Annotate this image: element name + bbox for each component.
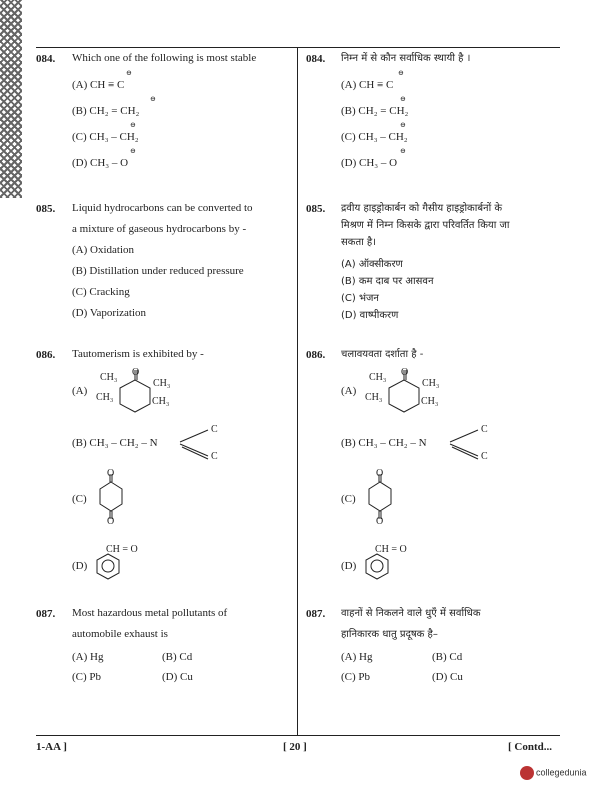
q084-option-c-hi: (C) CH₃ – CH₂ bbox=[341, 131, 408, 143]
q086-option-d-hi: (D) bbox=[341, 560, 357, 572]
q087-number: 087. bbox=[36, 608, 56, 620]
charge-mark: ⊖ bbox=[126, 69, 132, 77]
ring-ch3-label: CH₃ bbox=[153, 378, 171, 389]
q084-number-hi: 084. bbox=[306, 53, 326, 65]
column-divider bbox=[297, 47, 298, 735]
logo-text: collegedunia bbox=[536, 767, 587, 778]
q084-option-b-hi: (B) CH₂ = CH₂ bbox=[341, 105, 409, 117]
q085-option-b: (B) Distillation under reduced pressure bbox=[72, 265, 244, 277]
logo-icon bbox=[520, 766, 534, 780]
atom-c-label: C bbox=[481, 424, 488, 435]
q087-option-d: (D) Cu bbox=[162, 671, 193, 683]
page-number: [ 20 ] bbox=[283, 741, 307, 753]
charge-mark: ⊖ bbox=[400, 121, 406, 129]
q086-option-b: (B) CH₃ – CH₂ – N bbox=[72, 437, 158, 449]
ring-ch3-label: CH₃ bbox=[100, 372, 118, 383]
q085-option-c-hi: (C) भंजन bbox=[341, 293, 379, 304]
q084-option-a-hi: (A) CH ≡ C bbox=[341, 79, 394, 91]
q086-option-d: (D) bbox=[72, 560, 88, 572]
charge-mark: ⊖ bbox=[150, 95, 156, 103]
q086-option-c: (C) bbox=[72, 493, 87, 505]
q087-option-c: (C) Pb bbox=[72, 671, 102, 683]
charge-mark: ⊖ bbox=[400, 95, 406, 103]
q087-option-d-hi: (D) Cu bbox=[432, 671, 463, 683]
quinone-o-top: O bbox=[376, 468, 384, 479]
q084-option-b: (B) CH₂ = CH₂ bbox=[72, 105, 140, 117]
ring-ch3-label: CH₃ bbox=[96, 392, 114, 403]
q086-option-a: (A) bbox=[72, 385, 88, 397]
q087-option-c-hi: (C) Pb bbox=[341, 671, 371, 683]
q085-option-d: (D) Vaporization bbox=[72, 307, 147, 319]
q085-number: 085. bbox=[36, 203, 56, 215]
atom-c-label: C bbox=[481, 451, 488, 462]
ring-ch3-label: CH₃ bbox=[422, 378, 440, 389]
charge-mark: ⊖ bbox=[400, 147, 406, 155]
q084-number: 084. bbox=[36, 53, 56, 65]
q086-text-en: Tautomerism is exhibited by - bbox=[72, 348, 204, 360]
ring-ch3-label: CH₃ bbox=[421, 396, 439, 407]
q084-option-a: (A) CH ≡ C bbox=[72, 79, 125, 91]
q084-option-c: (C) CH₃ – CH₂ bbox=[72, 131, 139, 143]
q084-text-hi: निम्न में से कौन सर्वाधिक स्थायी है । bbox=[341, 53, 471, 64]
q086-option-c-hi: (C) bbox=[341, 493, 356, 505]
q085-text-en-line1: Liquid hydrocarbons can be converted to bbox=[72, 202, 253, 214]
charge-mark: ⊖ bbox=[130, 121, 136, 129]
q085-option-c: (C) Cracking bbox=[72, 286, 130, 298]
cho-label: CH = O bbox=[106, 544, 138, 555]
ring-o-label: O bbox=[401, 367, 409, 378]
ring-ch3-label: CH₃ bbox=[152, 396, 170, 407]
q086-option-a-hi: (A) bbox=[341, 385, 357, 397]
q085-option-b-hi: (B) कम दाब पर आसवन bbox=[341, 276, 434, 287]
q085-option-d-hi: (D) वाष्पीकरण bbox=[341, 310, 399, 321]
quinone-o-bottom: O bbox=[376, 516, 384, 527]
q087-text-hi-line2: हानिकारक धातु प्रदूषक है– bbox=[341, 629, 438, 640]
charge-mark: ⊖ bbox=[398, 69, 404, 77]
q085-option-a: (A) Oxidation bbox=[72, 244, 135, 256]
q085-text-en-line2: a mixture of gaseous hydrocarbons by - bbox=[72, 223, 247, 235]
q087-text-hi-line1: वाहनों से निकलने वाले धुएँ में सर्वाधिक bbox=[341, 608, 481, 619]
collegedunia-logo[interactable] bbox=[520, 766, 587, 780]
ring-o-label: O bbox=[132, 367, 140, 378]
q087-option-b-hi: (B) Cd bbox=[432, 651, 463, 663]
ring-ch3-label: CH₃ bbox=[369, 372, 387, 383]
ring-ch3-label: CH₃ bbox=[365, 392, 383, 403]
charge-mark: ⊖ bbox=[130, 147, 136, 155]
footer-code: 1-AA ] bbox=[36, 741, 67, 753]
bottom-rule bbox=[36, 735, 560, 736]
q086-option-b-hi: (B) CH₃ – CH₂ – N bbox=[341, 437, 427, 449]
q086-number-hi: 086. bbox=[306, 349, 326, 361]
q087-text-en-line1: Most hazardous metal pollutants of bbox=[72, 607, 228, 619]
q087-text-en-line2: automobile exhaust is bbox=[72, 628, 168, 640]
q085-option-a-hi: (A) ऑक्सीकरण bbox=[341, 259, 403, 270]
q087-option-b: (B) Cd bbox=[162, 651, 193, 663]
atom-c-label: C bbox=[211, 424, 218, 435]
footer-continued: [ Contd... bbox=[508, 741, 553, 753]
atom-c-label: C bbox=[211, 451, 218, 462]
quinone-o-bottom: O bbox=[107, 516, 115, 527]
cho-label: CH = O bbox=[375, 544, 407, 555]
q086-text-hi: चलावयवता दर्शाता है - bbox=[341, 349, 424, 360]
q084-option-d: (D) CH₃ – O bbox=[72, 157, 129, 169]
q087-option-a: (A) Hg bbox=[72, 651, 104, 663]
q086-number: 086. bbox=[36, 349, 56, 361]
q085-text-hi-line1: द्रवीय हाइड्रोकार्बन को गैसीय हाइड्रोकार्बनों के bbox=[341, 203, 503, 214]
q087-option-a-hi: (A) Hg bbox=[341, 651, 373, 663]
decorative-border bbox=[0, 0, 22, 198]
quinone-o-top: O bbox=[107, 468, 115, 479]
q087-number-hi: 087. bbox=[306, 608, 326, 620]
q085-text-hi-line2: मिश्रण में निम्न किसके द्वारा परिवर्तित किया जा bbox=[341, 220, 510, 231]
q085-number-hi: 085. bbox=[306, 203, 326, 215]
q084-option-d-hi: (D) CH₃ – O bbox=[341, 157, 398, 169]
q084-text-en: Which one of the following is most stable bbox=[72, 52, 257, 64]
q085-text-hi-line3: सकता है। bbox=[341, 237, 377, 248]
